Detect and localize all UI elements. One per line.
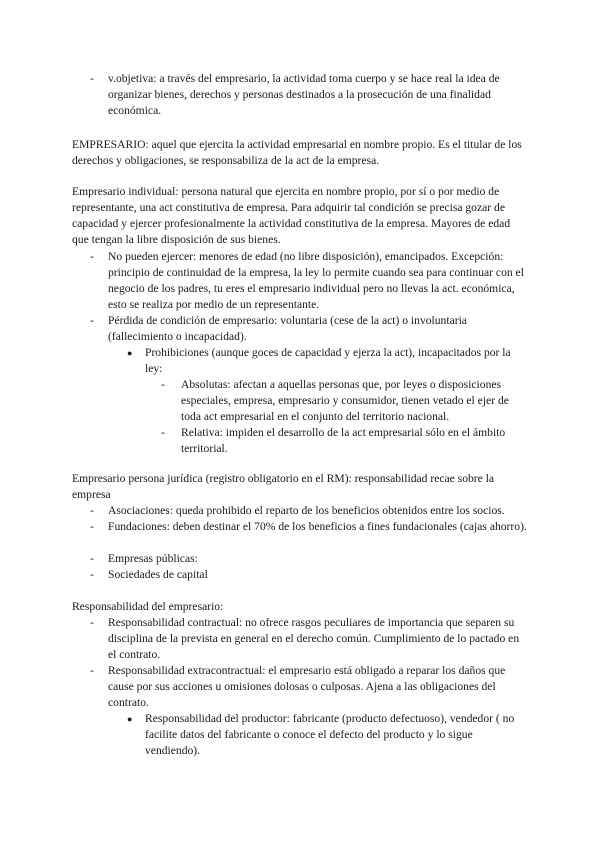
dash-bullet: -: [90, 616, 94, 629]
list-item-fundaciones: [90, 519, 528, 535]
dash-bullet: -: [90, 314, 94, 327]
list-item-text: Responsabilidad extracontractual: el empresario está obligado a reparar los daños que cause por sus acciones u omisiones dolosas o culposas. Ajena a las obligaciones del contrato.: [108, 664, 506, 709]
round-bullet: ●: [127, 348, 133, 358]
list-item-objetiva: [90, 71, 528, 119]
list-item-productor: [127, 711, 528, 759]
list-item-text: Prohibiciones (aunque goces de capacidad y ejerza la act), incapacitados por la ley:: [145, 346, 511, 375]
round-bullet: ●: [127, 714, 133, 724]
paragraph-persona-juridica: Empresario persona jurídica (registro obligatorio en el RM): responsabilidad recae sobre la empresa: [72, 472, 495, 501]
dash-bullet: -: [90, 568, 94, 581]
list-item-text: v.objetiva: a través del empresario, la actividad toma cuerpo y se hace real la idea de organizar bienes, derechos y personas destinados a la prosecución de una finalidad económica.: [108, 72, 500, 117]
list-item-text: Responsabilidad contractual: no ofrece rasgos peculiares de importancia que separen su disciplina de la prevista en general en el derecho común. Cumplimiento de lo pactado en el contrato.: [108, 616, 520, 661]
paragraph-empresario-definition: EMPRESARIO: aquel que ejercita la actividad empresarial en nombre propio. Es el titular de los derechos y obligaciones, se responsabiliza de la act de la empresa.: [72, 138, 522, 167]
paragraph-responsabilidad: Responsabilidad del empresario:: [72, 600, 224, 613]
list-item-text: Responsabilidad del productor: fabricante (producto defectuoso), vendedor ( no facilite datos del fabricante o conoce el defecto del producto y lo sigue vendiendo).: [145, 712, 515, 757]
list-item-prohibiciones: [127, 345, 528, 377]
list-item-perdida: [90, 313, 528, 345]
dash-bullet: -: [161, 426, 165, 439]
dash-bullet: -: [90, 250, 94, 263]
list-item-text: Relativa: impiden el desarrollo de la act empresarial sólo en el ámbito territorial.: [181, 426, 506, 455]
dash-bullet: -: [161, 378, 165, 391]
list-item-absolutas: [161, 377, 528, 425]
list-item-text: Sociedades de capital: [108, 568, 208, 581]
paragraph-empresario-individual: Empresario individual: persona natural que ejercita en nombre propio, por sí o por medio de representante, una act constitutiva de empresa. Para adquirir tal condición se precisa gozar de capacidad y ejercer profesionalmente la actividad constitutiva de la empresa. Mayores de edad que tengan la libre disposición de sus bienes.: [72, 185, 511, 246]
list-item-text: Empresas públicas:: [108, 552, 198, 565]
list-item-text: No pueden ejercer: menores de edad (no libre disposición), emancipados. Excepción: principio de continuidad de la empresa, la ley lo permite cuando sea para continuar con el negocio de los padres, tu eres el empresario individual pero no llevas la act. económica, esto se realiza por medio de un representante.: [108, 250, 524, 311]
list-item-text: Pérdida de condición de empresario: voluntaria (cese de la act) o involuntaria (fallecimiento o incapacidad).: [108, 314, 467, 343]
dash-bullet: -: [90, 520, 94, 533]
list-item-relativa: [161, 425, 528, 457]
list-item-asociaciones: [90, 503, 528, 519]
dash-bullet: -: [90, 664, 94, 677]
list-item-extracontractual: [90, 663, 528, 711]
list-item-text: Absolutas: afectan a aquellas personas que, por leyes o disposiciones especiales, empresa, empresario y consumidor, tienen vetado el ejer de toda act empresarial en el conjunto del territorio nacional.: [181, 378, 509, 423]
dash-bullet: -: [90, 72, 94, 85]
list-item-contractual: [90, 615, 528, 663]
list-item-text: Asociaciones: queda prohibido el reparto de los beneficios obtenidos entre los socios.: [108, 504, 505, 517]
list-item-text: Fundaciones: deben destinar el 70% de los beneficios a fines fundacionales (cajas ahorro).: [108, 520, 527, 533]
dash-bullet: -: [90, 504, 94, 517]
list-item-sociedades-capital: [90, 567, 528, 583]
dash-bullet: -: [90, 552, 94, 565]
list-item-empresas-publicas: [90, 551, 528, 567]
list-item-no-pueden: [90, 249, 528, 313]
